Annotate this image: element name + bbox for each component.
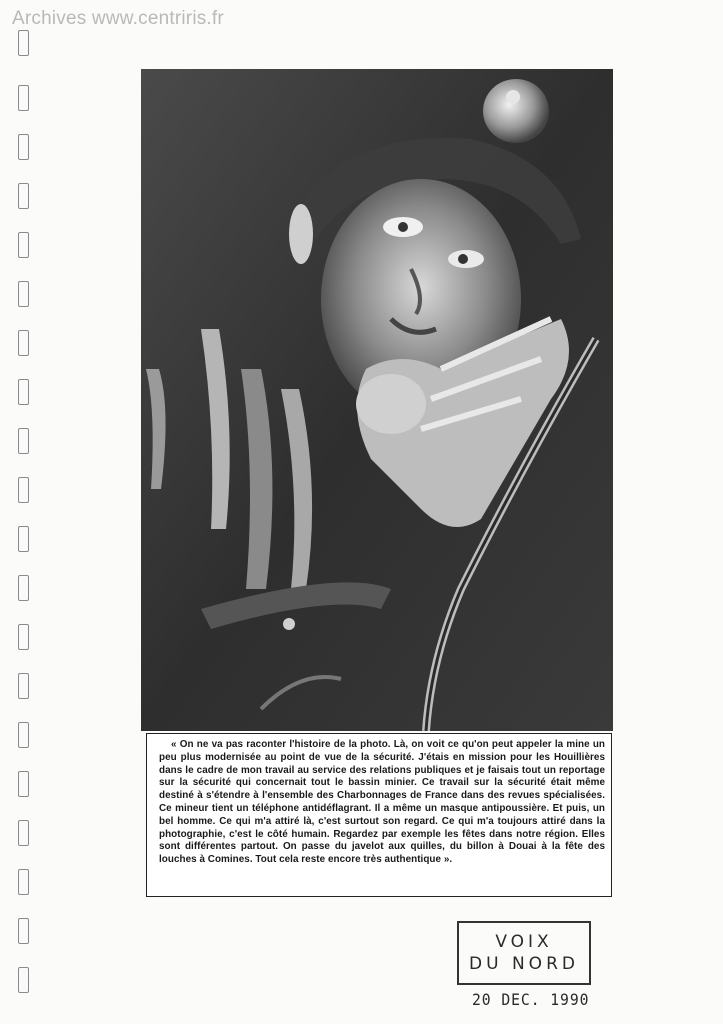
archive-watermark: Archives www.centriris.fr — [12, 8, 224, 29]
photo-caption-box — [146, 733, 612, 897]
photo-caption-text: « On ne va pas raconter l'histoire de la photo. Là, on voit ce qu'on peut appeler la mine un peu plus modernisée au point de vue de la sécurité. J'étais en mission pour les Houillières dans le cadre de mon travail au service des relations publiques et je faisais tout un reportage sur la sécurité qui concernait tout le bassin minier. Ce travail sur la sécurité était même destiné à s'étendre à l'ensemble des Charbonnages de France dans des revues spécialisées. Ce mineur tient un téléphone antidéflagrant. Il a même un masque antipoussière. Et puis, un bel homme. Ce qui m'a attiré là, c'est surtout son regard. Ce qui m'a toujours attiré dans la photographie, c'est le côté humain. Regardez par exemple les fêtes dans notre région. Elles sont différentes partout. On passe du javelot aux quilles, du billon à Douai à la fête des louches à Comines. Tout cela reste encore très authentique ». — [159, 739, 605, 866]
newspaper-stamp — [457, 921, 591, 985]
binder-holes — [18, 30, 32, 1020]
stamp-line-1: VOIX — [495, 932, 553, 952]
stamp-date: 20 DEC. 1990 — [472, 990, 590, 1009]
stamp-line-2: DU NORD — [469, 954, 579, 974]
miner-photograph — [141, 69, 613, 731]
